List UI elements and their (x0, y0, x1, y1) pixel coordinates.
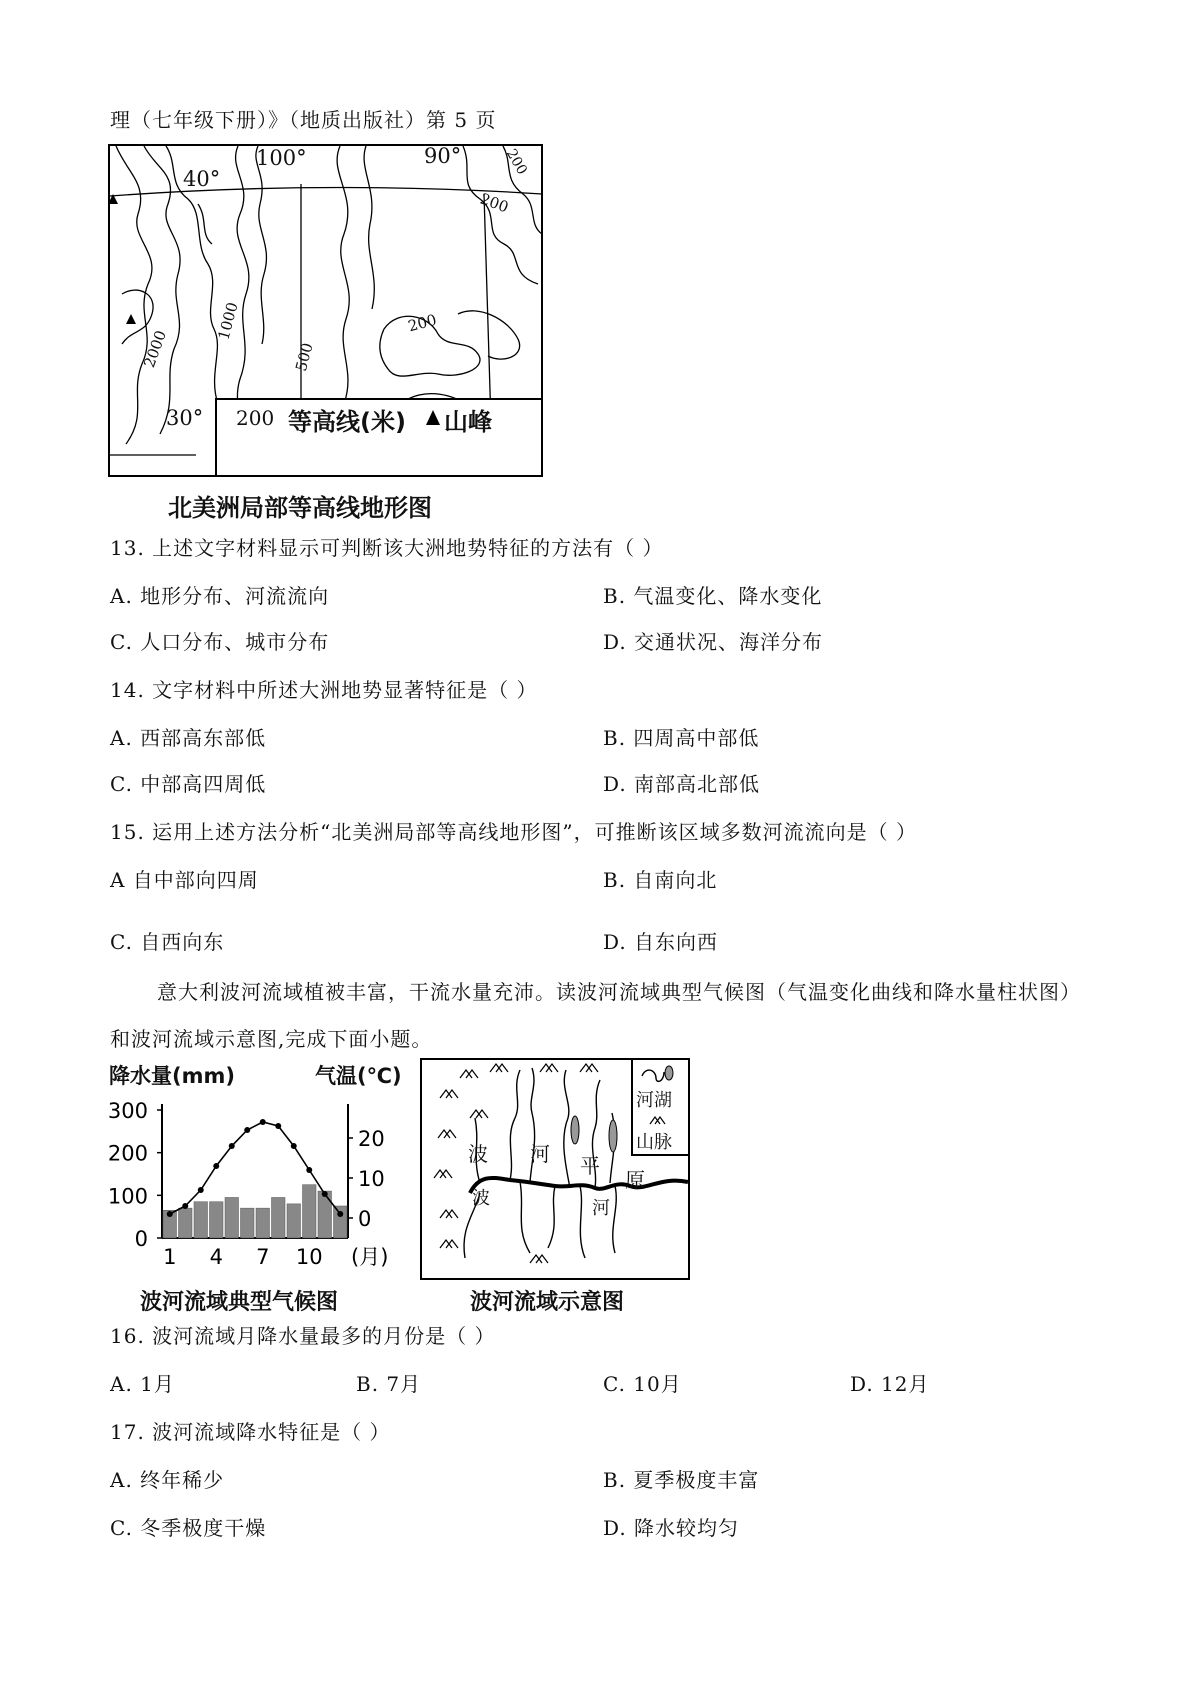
map1-caption: 北美洲局部等高线地形图 (168, 494, 432, 522)
contour-1000-label: 1000 (214, 300, 242, 342)
temp-point (213, 1163, 219, 1169)
q15-option-d[interactable]: D. 自东向西 (603, 930, 719, 954)
temp-point (198, 1187, 204, 1193)
legend-contour-value: 200 (236, 406, 275, 430)
q15-option-c[interactable]: C. 自西向东 (110, 930, 225, 954)
legend-contour (236, 406, 274, 430)
q15-stem: 15. 运用上述方法分析“北美洲局部等高线地形图”，可推断该区域多数河流流向是（ ） (110, 820, 917, 844)
contour-200-a-label: 200 (502, 146, 530, 178)
precip-bar (303, 1185, 317, 1238)
q15-option-b[interactable]: B. 自南向北 (603, 868, 718, 892)
map-label-bo: 波 (468, 1142, 488, 1166)
precip-bar (179, 1208, 193, 1238)
q15-option-a[interactable]: A 自中部向四周 (110, 868, 259, 892)
q13-option-c[interactable]: C. 人口分布、城市分布 (110, 630, 330, 654)
q16-option-b[interactable]: B. 7月 (356, 1372, 422, 1396)
contour-2000-label: 2000 (140, 327, 171, 371)
q16-option-d[interactable]: D. 12月 (850, 1372, 930, 1396)
po-map-caption: 波河流域示意图 (470, 1290, 625, 1315)
precip-bar (225, 1197, 239, 1238)
lon-100-label: 100° (256, 146, 307, 170)
lat-40-label: 40° (183, 167, 221, 191)
q13-option-d[interactable]: D. 交通状况、海洋分布 (603, 630, 824, 654)
month-tick-label: 10 (295, 1245, 323, 1268)
temp-point (291, 1143, 297, 1149)
contour-200-c-label: 200 (406, 310, 439, 336)
q14-option-d[interactable]: D. 南部高北部低 (603, 772, 761, 796)
legend-peak-text: 山峰 (444, 408, 492, 436)
map-label-he-river: 河 (592, 1198, 610, 1219)
q17-option-a[interactable]: A. 终年稀少 (110, 1468, 225, 1492)
precip-bar (272, 1197, 286, 1238)
month-tick-label: 4 (209, 1245, 223, 1268)
contour-map (108, 144, 543, 477)
legend-contour-text: 等高线(米) (288, 408, 406, 436)
climate-chart (105, 1058, 415, 1268)
month-tick-label: 1 (163, 1245, 177, 1268)
temp-point (337, 1211, 343, 1217)
precip-axis-title: 降水量(mm) (109, 1064, 235, 1088)
temp-point (275, 1123, 281, 1129)
precip-bar (241, 1208, 255, 1238)
q14-option-a[interactable]: A. 西部高东部低 (110, 726, 267, 750)
q14-option-c[interactable]: C. 中部高四周低 (110, 772, 267, 796)
contour-200-b-label: 200 (477, 189, 511, 217)
peak-icon (426, 410, 440, 430)
map-label-ping: 平 (580, 1154, 600, 1178)
temp-point (167, 1211, 173, 1217)
precip-tick-label: 300 (107, 1099, 148, 1123)
q14-stem: 14. 文字材料中所述大洲地势显著特征是（ ） (110, 678, 538, 702)
intro-line-1: 意大利波河流域植被丰富，干流水量充沛。读波河流域典型气候图（气温变化曲线和降水量柱状图） (157, 980, 1081, 1004)
temp-tick-label: 20 (358, 1127, 385, 1151)
temp-tick-label: 0 (358, 1207, 372, 1231)
map-label-bo-river: 波 (472, 1188, 490, 1209)
q16-option-c[interactable]: C. 10月 (603, 1372, 682, 1396)
q17-option-d[interactable]: D. 降水较均匀 (603, 1516, 740, 1540)
precip-bar (210, 1202, 224, 1238)
precip-bar (334, 1206, 348, 1238)
lon-90-label: 90° (424, 144, 462, 168)
q13-option-a[interactable]: A. 地形分布、河流流向 (110, 584, 330, 608)
temp-point (229, 1143, 235, 1149)
temp-point (306, 1167, 312, 1173)
q13-stem: 13. 上述文字材料显示可判断该大洲地势特征的方法有（ ） (110, 536, 664, 560)
map-label-yuan: 原 (625, 1168, 645, 1192)
header-line: 理（七年级下册）》（地质出版社）第 5 页 (110, 108, 497, 132)
map-label-he: 河 (530, 1142, 550, 1166)
temp-point (322, 1191, 328, 1197)
temp-axis-title: 气温(℃) (315, 1064, 402, 1088)
temp-point (260, 1119, 266, 1125)
temp-point (182, 1203, 188, 1209)
q16-stem: 16. 波河流域月降水量最多的月份是（ ） (110, 1324, 496, 1348)
legend-river-lake: 河湖 (636, 1090, 672, 1111)
precip-bar (256, 1208, 270, 1238)
precip-tick-label: 100 (107, 1184, 148, 1209)
lat-30-label: 30° (166, 406, 204, 430)
precip-tick-label: 0 (134, 1227, 148, 1251)
precip-bar (287, 1204, 301, 1238)
precip-tick-label: 200 (107, 1141, 148, 1166)
intro-line-2: 和波河流域示意图,完成下面小题。 (110, 1027, 433, 1051)
contour-500-label: 500 (291, 340, 317, 374)
climate-chart-svg (105, 1058, 415, 1268)
q17-option-c[interactable]: C. 冬季极度干燥 (110, 1516, 267, 1540)
legend-mountain: 山脉 (636, 1132, 672, 1153)
q14-option-b[interactable]: B. 四周高中部低 (603, 726, 760, 750)
po-river-map (420, 1058, 690, 1280)
q17-stem: 17. 波河流域降水特征是（ ） (110, 1420, 391, 1444)
month-unit-label: (月) (351, 1245, 389, 1268)
precip-bar (318, 1191, 332, 1238)
month-tick-label: 7 (256, 1245, 270, 1268)
climate-chart-caption: 波河流域典型气候图 (140, 1290, 339, 1315)
temp-point (244, 1127, 250, 1133)
q13-option-b[interactable]: B. 气温变化、降水变化 (603, 584, 823, 608)
temp-tick-label: 10 (358, 1167, 385, 1191)
precip-bar (194, 1202, 208, 1238)
q17-option-b[interactable]: B. 夏季极度丰富 (603, 1468, 760, 1492)
q16-option-a[interactable]: A. 1月 (110, 1372, 175, 1396)
